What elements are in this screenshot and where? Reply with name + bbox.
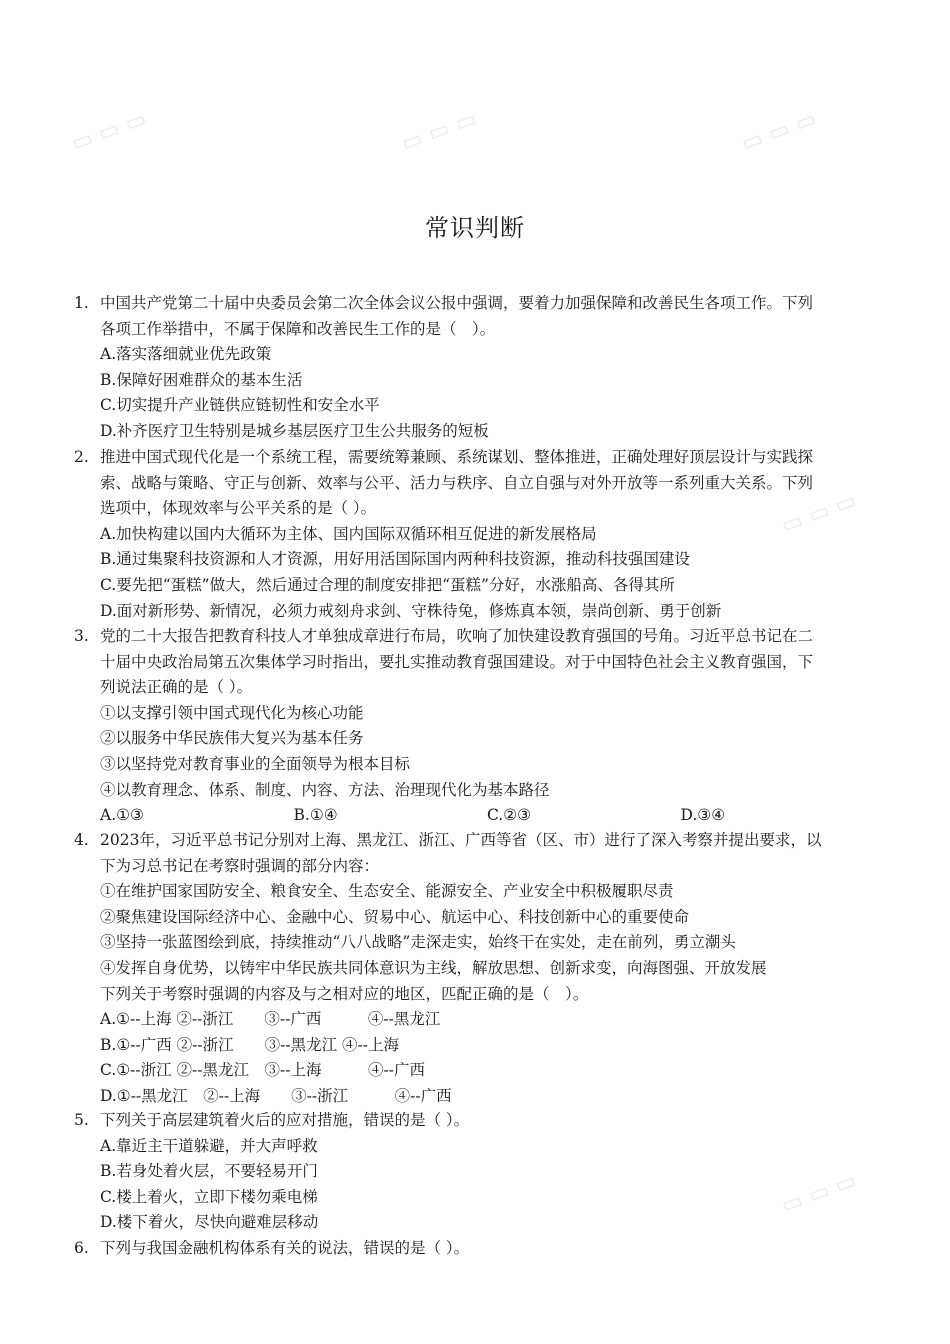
question-stem-line: 下列关于高层建筑着火后的应对措施，错误的是（ ）。 xyxy=(100,1111,470,1129)
question-stem-line: 2023年，习近平总书记分别对上海、黑龙江、浙江、广西等省（区、市）进行了深入考察并提出要求，以 xyxy=(100,831,822,849)
statement-item: ④以教育理念、体系、制度、内容、方法、治理现代化为基本路径 xyxy=(100,780,550,799)
option: A.①③ xyxy=(100,806,144,825)
question xyxy=(74,624,874,829)
options-row xyxy=(100,803,874,829)
option: D.面对新形势、新情况，必须力戒刻舟求剑、守株待兔，修炼真本领，崇尚创新、勇于创新 xyxy=(100,601,722,620)
question-stem-line: 索、战略与策略、守正与创新、效率与公平、活力与秩序、自立自强与对外开放等一系列重大关系。下列 xyxy=(100,473,814,492)
option: A.靠近主干道躲避，并大声呼救 xyxy=(100,1136,318,1155)
statement-item: ①以支撑引领中国式现代化为核心功能 xyxy=(100,703,364,722)
watermark: ▭ ▭ ▭ xyxy=(397,105,480,157)
option: C.切实提升产业链供应链韧性和安全水平 xyxy=(100,396,380,415)
statement-item: ④发挥自身优势，以铸牢中华民族共同体意识为主线，解放思想、创新求变，向海图强、开放发展 xyxy=(100,958,767,977)
option: A.落实落细就业优先政策 xyxy=(100,345,272,364)
question-number: 2. xyxy=(74,448,89,466)
statement-item: ①在维护国家国防安全、粮食安全、生态安全、能源安全、产业安全中积极履职尽责 xyxy=(100,882,674,901)
option: C.②③ xyxy=(487,806,532,825)
question-number: 3. xyxy=(74,627,89,645)
question-number: 1. xyxy=(74,294,89,312)
question xyxy=(74,1108,874,1236)
option: C.要先把“蛋糕”做大，然后通过合理的制度安排把“蛋糕”分好，水涨船高、各得其所 xyxy=(100,575,675,594)
question-stem-line: 党的二十大报告把教育科技人才单独成章进行布局，吹响了加快建设教育强国的号角。习近平总书记在二 xyxy=(100,627,814,645)
option: D.③④ xyxy=(680,806,726,825)
option: C.①--浙江 ②--黑龙江 ③--上海 ④--广西 xyxy=(100,1061,425,1080)
page-title: 常识判断 xyxy=(425,214,525,242)
option: A.加快构建以国内大循环为主体、国内国际双循环相互促进的新发展格局 xyxy=(100,524,597,543)
option: B.若身处着火层，不要轻易开门 xyxy=(100,1162,318,1181)
watermark: ▭ ▭ ▭ xyxy=(67,105,150,157)
watermark: ▭ ▭ ▭ xyxy=(777,487,860,539)
option: C.楼上着火，立即下楼勿乘电梯 xyxy=(100,1187,318,1206)
question xyxy=(74,1236,874,1262)
question-stem-line: 十届中央政治局第五次集体学习时指出，要扎实推动教育强国建设。对于中国特色社会主义教育强国，下 xyxy=(100,652,814,671)
question xyxy=(74,291,874,445)
question-number: 5. xyxy=(74,1111,89,1129)
question-ask: 下列关于考察时强调的内容及与之相对应的地区，匹配正确的是（ ）。 xyxy=(100,984,589,1003)
watermark: ▭ ▭ ▭ xyxy=(777,1167,860,1219)
question xyxy=(74,445,874,624)
option: B.通过集聚科技资源和人才资源，用好用活国际国内两种科技资源，推动科技强国建设 xyxy=(100,550,690,569)
question-stem-line: 下为习总书记在考察时强调的部分内容： xyxy=(100,856,380,875)
option: D.补齐医疗卫生特别是城乡基层医疗卫生公共服务的短板 xyxy=(100,421,489,440)
statement-item: ②以服务中华民族伟大复兴为基本任务 xyxy=(100,729,364,748)
option: B.①--广西 ②--浙江 ③--黑龙江 ④--上海 xyxy=(100,1035,399,1054)
statement-item: ③以坚持党对教育事业的全面领导为根本目标 xyxy=(100,754,411,773)
option: A.①--上海 ②--浙江 ③--广西 ④--黑龙江 xyxy=(100,1010,441,1029)
option: B.保障好困难群众的基本生活 xyxy=(100,370,303,389)
option: D.①--黑龙江 ②--上海 ③--浙江 ④--广西 xyxy=(100,1086,452,1105)
question-stem-line: 各项工作举措中，不属于保障和改善民生工作的是（ ）。 xyxy=(100,319,496,338)
statement-item: ②聚焦建设国际经济中心、金融中心、贸易中心、航运中心、科技创新中心的重要使命 xyxy=(100,907,690,926)
watermark: ▭ ▭ ▭ xyxy=(737,105,820,157)
question-stem-line: 选项中，体现效率与公平关系的是（ ）。 xyxy=(100,499,377,518)
question-stem-line: 推进中国式现代化是一个系统工程，需要统筹兼顾、系统谋划、整体推进，正确处理好顶层设计与实践探 xyxy=(100,448,814,466)
question xyxy=(74,828,874,1110)
option: D.楼下着火，尽快向避难层移动 xyxy=(100,1213,319,1232)
statement-item: ③坚持一张蓝图绘到底，持续推动“八八战略”走深走实，始终干在实处，走在前列，勇立潮头 xyxy=(100,933,736,952)
option: B.①④ xyxy=(293,806,338,825)
question-number: 6. xyxy=(74,1239,89,1257)
question-stem-line: 下列与我国金融机构体系有关的说法，错误的是（ ）。 xyxy=(100,1239,470,1257)
question-stem-line: 中国共产党第二十届中央委员会第二次全体会议公报中强调，要着力加强保障和改善民生各项工作。下列 xyxy=(100,294,814,312)
question-number: 4. xyxy=(74,831,89,849)
question-stem-line: 列说法正确的是（ ）。 xyxy=(100,678,253,697)
